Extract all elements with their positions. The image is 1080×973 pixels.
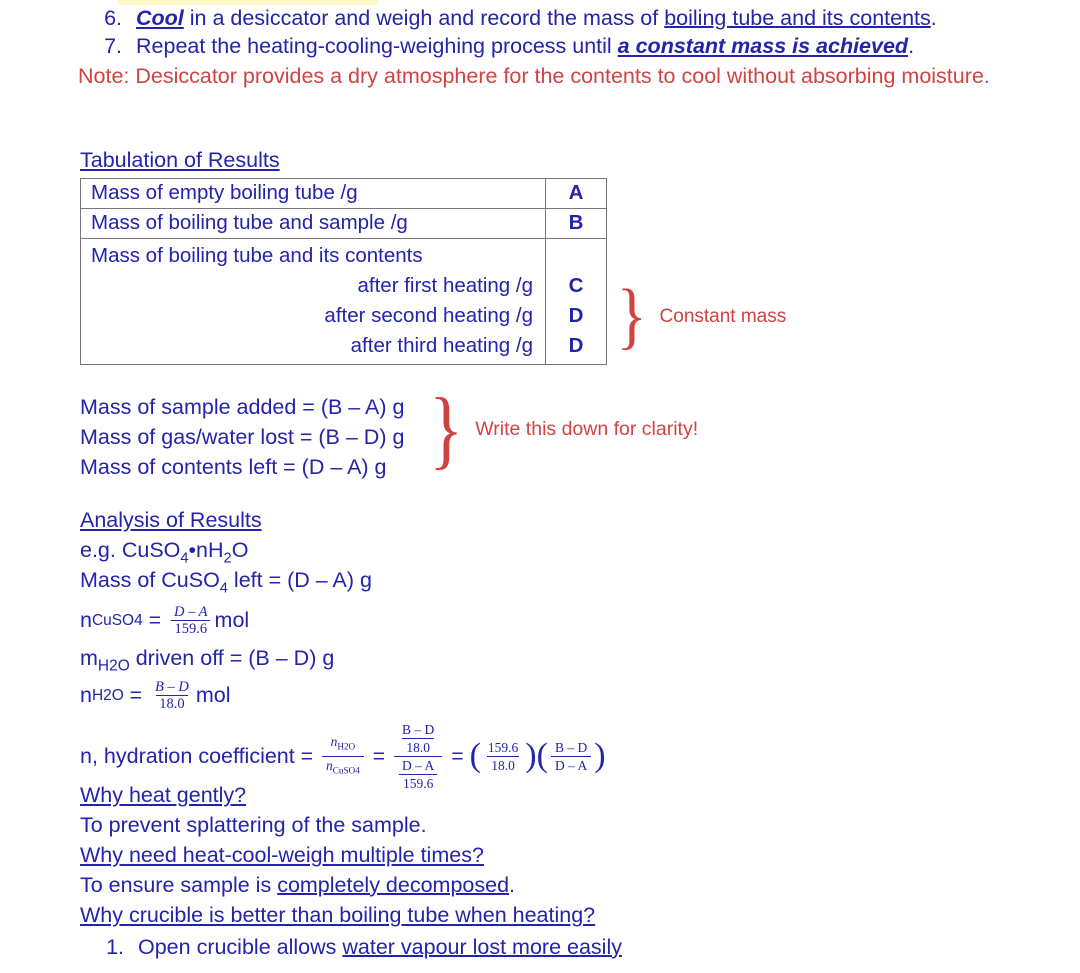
- analysis-n-h2o: [80, 679, 231, 712]
- step-7-number: 7.: [104, 34, 122, 58]
- row-label-contents: [81, 239, 546, 365]
- step-6-emphasis: Cool: [136, 6, 184, 30]
- n-cuso4-fraction: [171, 604, 211, 637]
- mass-line-prefix: Mass of CuSO: [80, 568, 220, 592]
- curly-brace-icon: }: [429, 381, 464, 478]
- step-7-prefix: Repeat the heating-cooling-weighing process until: [136, 34, 618, 58]
- product2-denominator: D – A: [551, 756, 591, 773]
- mass-equations: [80, 392, 404, 482]
- n-h2o-subscript: H2O: [91, 686, 124, 704]
- code-c: C: [568, 274, 584, 297]
- paren-open-2: (: [536, 737, 548, 775]
- step-7-period: .: [908, 34, 915, 58]
- step-6: [80, 4, 1040, 32]
- step-7-emphasis: a constant mass is achieved: [617, 34, 909, 58]
- hydration-label: n, hydration coefficient: [80, 744, 295, 768]
- example-sub-2: 2: [223, 550, 232, 567]
- analysis-n-cuso4: [80, 604, 249, 637]
- example-sub-4: 4: [180, 550, 189, 567]
- analysis-heading: Analysis of Results: [80, 508, 262, 532]
- stack-bottom-numerator: D – A: [402, 758, 435, 773]
- n-h2o-fraction: [152, 679, 192, 712]
- n-h2o-symbol: n: [80, 683, 92, 707]
- mass-eq-sample-added: Mass of sample added = (B – A) g: [80, 395, 405, 419]
- stack-top-numerator: B – D: [402, 722, 435, 737]
- mass-line-sub-4: 4: [219, 580, 228, 597]
- step-6-middle: in a desiccator and weigh and record the mass of: [183, 6, 665, 30]
- ratio-num-n: n: [330, 734, 338, 750]
- n-h2o-unit: mol: [195, 683, 231, 707]
- hydration-equals-3: =: [451, 744, 464, 768]
- answer-underlined: completely decomposed: [277, 873, 510, 897]
- mass-line-tail: left = (D – A) g: [227, 568, 372, 592]
- step-7: [80, 32, 1040, 60]
- questions-answers: [80, 780, 1040, 962]
- mass-eq-gas-water-lost: Mass of gas/water lost = (B – D) g: [80, 425, 405, 449]
- n-cuso4-numerator: D – A: [173, 604, 208, 620]
- tabulation-heading: Tabulation of Results: [80, 148, 280, 172]
- n-cuso4-unit: mol: [214, 608, 250, 632]
- codes-stack: [546, 241, 606, 361]
- n-h2o-equals: =: [129, 683, 143, 707]
- answer-completely-decomposed: [80, 870, 1040, 900]
- m-h2o-text: driven off = (B – D) g: [129, 646, 335, 670]
- hydration-product-fraction-2: [551, 740, 591, 773]
- hydration-equals-1: =: [300, 744, 314, 768]
- m-h2o-symbol: m: [80, 646, 98, 670]
- analysis-mass-cuso4-left: [80, 568, 372, 596]
- product2-numerator: B – D: [554, 740, 588, 755]
- stack-bottom-denominator: 159.6: [399, 774, 437, 791]
- hydration-ratio-n: [322, 734, 364, 778]
- hydration-ratio-numerator: [327, 734, 360, 756]
- stack-top-fraction: [398, 722, 438, 755]
- analysis-example-formula: [80, 538, 248, 566]
- step-6-text: [136, 4, 1040, 32]
- answer-prefix: To ensure sample is: [80, 873, 278, 897]
- m-h2o-subscript: H2O: [97, 657, 130, 675]
- crucible-reason-1: [80, 932, 1040, 962]
- table-row: [81, 179, 607, 209]
- crucible-reason-prefix: Open crucible allows: [138, 935, 343, 959]
- answer-prevent-splattering: To prevent splattering of the sample.: [80, 813, 427, 837]
- crucible-reason-number: 1.: [106, 935, 124, 959]
- ratio-den-sub: CuSO4: [332, 765, 360, 776]
- paren-open-1: (: [469, 737, 481, 775]
- n-cuso4-denominator: 159.6: [171, 620, 210, 637]
- mass-eq-contents-left: Mass of contents left = (D – A) g: [80, 455, 387, 479]
- write-this-down-label: Write this down for clarity!: [475, 418, 699, 441]
- example-dot-nh: •nH: [188, 538, 224, 562]
- step-7-text: [136, 32, 1040, 60]
- curly-brace-icon: }: [616, 275, 647, 357]
- contents-main-label: Mass of boiling tube and its contents: [91, 244, 423, 267]
- step-6-underlined-tail: boiling tube and its contents: [664, 6, 931, 30]
- ratio-den-n: n: [326, 758, 333, 773]
- question-why-heat-gently: Why heat gently?: [80, 783, 247, 807]
- n-h2o-numerator: B – D: [155, 679, 189, 695]
- step-6-number: 6.: [104, 6, 122, 30]
- ratio-num-sub: H2O: [337, 742, 356, 752]
- hydration-equals-2: =: [372, 744, 386, 768]
- product1-denominator: 18.0: [487, 756, 519, 773]
- paren-close-2: ): [594, 737, 606, 775]
- constant-mass-label: Constant mass: [659, 305, 787, 327]
- answer-suffix: .: [509, 873, 516, 897]
- table-row: [81, 209, 607, 239]
- n-h2o-denominator: 18.0: [156, 695, 187, 712]
- n-cuso4-equals: =: [148, 608, 161, 632]
- row-codes-cdd: [546, 239, 607, 365]
- table-row-contents: [81, 239, 607, 365]
- analysis-m-h2o: [80, 646, 334, 675]
- stack-top-denominator: 18.0: [402, 738, 434, 755]
- n-cuso4-symbol: n: [80, 608, 92, 632]
- step-6-period: .: [930, 6, 937, 30]
- hydration-stack-top: [394, 722, 442, 756]
- row-code-a: A: [546, 179, 607, 209]
- crucible-reason-underlined: water vapour lost more easily: [342, 935, 622, 959]
- contents-sub-labels: [91, 271, 539, 361]
- sub-label-third-heating: after third heating /g: [350, 334, 533, 357]
- n-cuso4-subscript: CuSO4: [91, 611, 143, 629]
- sub-label-second-heating: after second heating /g: [324, 304, 533, 327]
- question-why-crucible-better: Why crucible is better than boiling tube when heating?: [80, 903, 596, 927]
- row-label-tube-sample: Mass of boiling tube and sample /g: [81, 209, 546, 239]
- desiccator-note: Note: Desiccator provides a dry atmosphere for the contents to cool without absorbing moisture.: [78, 64, 990, 88]
- constant-mass-annotation: [614, 275, 787, 357]
- hydration-product-fraction-1: [484, 740, 522, 773]
- row-code-b: B: [546, 209, 607, 239]
- crucible-reason-text: [138, 932, 622, 962]
- results-table: [80, 178, 607, 365]
- row-label-empty-tube: Mass of empty boiling tube /g: [81, 179, 546, 209]
- code-d-third: D: [568, 334, 584, 357]
- example-tail-o: O: [231, 538, 249, 562]
- paren-close-1: ): [525, 737, 537, 775]
- product1-numerator: 159.6: [487, 740, 519, 755]
- hydration-ratio-denominator: [322, 756, 364, 779]
- question-why-multiple-times: Why need heat-cool-weigh multiple times?: [80, 843, 484, 867]
- sub-label-first-heating: after first heating /g: [357, 274, 533, 297]
- code-d-second: D: [568, 304, 584, 327]
- write-this-down-annotation: [425, 381, 699, 478]
- numbered-steps: [80, 4, 1040, 60]
- example-prefix: e.g. CuSO: [80, 538, 181, 562]
